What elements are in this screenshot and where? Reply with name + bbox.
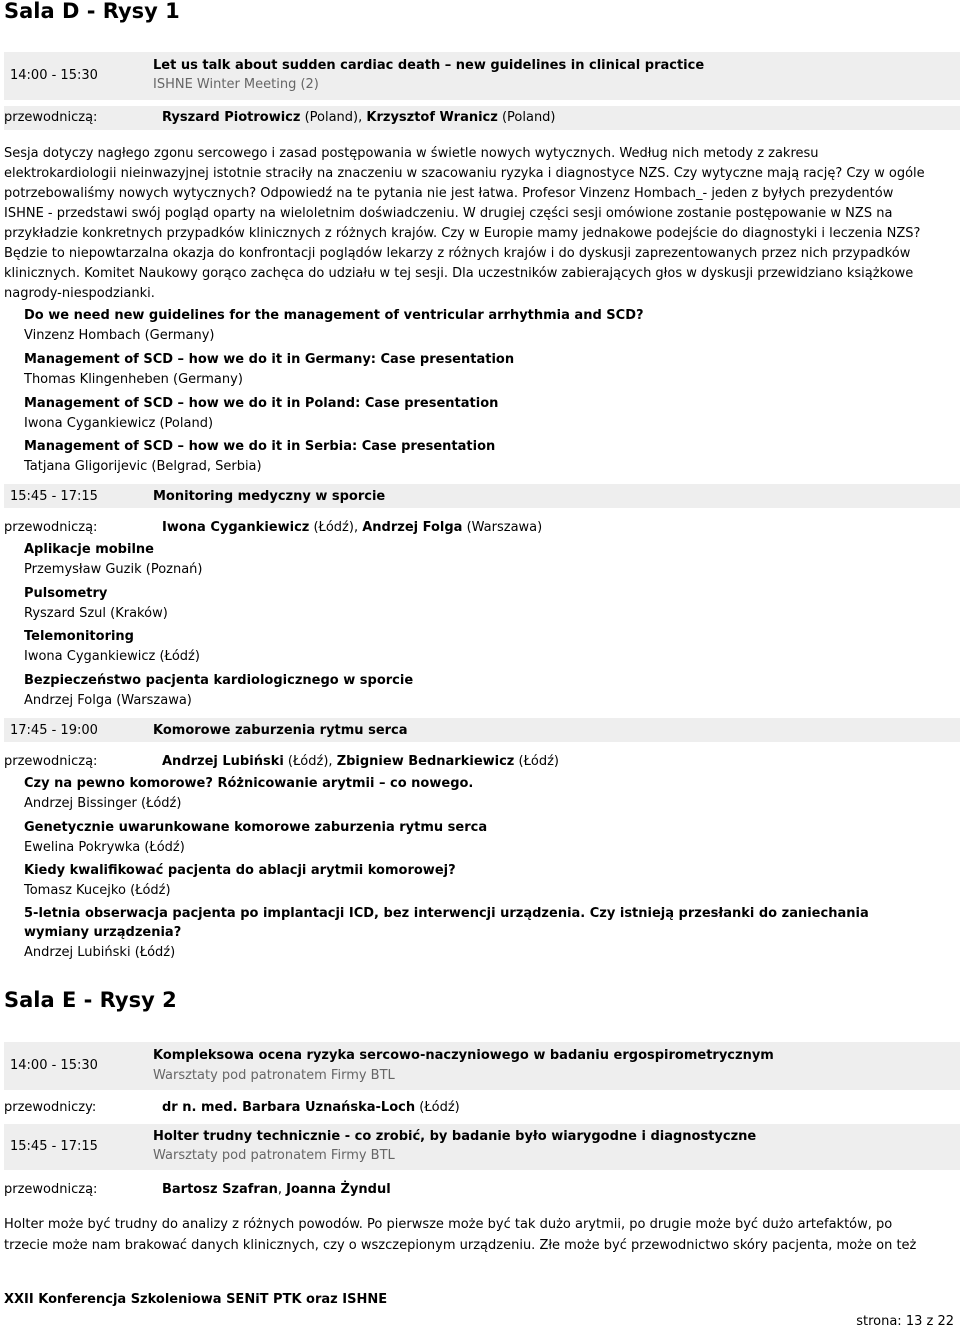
session-subtitle: ISHNE Winter Meeting (2) — [153, 77, 319, 92]
chair-row — [4, 516, 960, 540]
session-title: Holter trudny technicznie - co zrobić, by badanie było wiarygodne i diagnostyczne — [153, 1129, 757, 1144]
session-description: Sesja dotyczy nagłego zgonu sercowego i zasad postępowania w świetle nowych wytycznych. Według nich metody z zakresu elektrokardiologii nieinwazyjnej istotnie straciły na znaczeniu w szacowaniu ryzyka i diagnostyce NZS. Czy wytyczne mają rację? Czy w ogóle potrzebowaliśmy nowych wytycznych? Odpowiedź na te pytania nie jest łatwa. Profesor Vinzenz Hombach_- jeden z byłych prezydentów ISHNE - przedstawi swój pogląd oparty na wieloletnim doświadczeniu. W drugiej części sesji omówione zostanie postępowanie w NZS na przykładzie konkretnych przypadków klinicznych z różnych krajów. Czy w Europie mamy jednakowe podejście do diagnostyki i leczenia NZS? Będzie to niepowtarzalna okazja do konfrontacji poglądów lekarzy z różnych krajów i do dyskusji zaprezentowanych przez nich przypadków klinicznych. Komitet Naukowy gorąco zachęca do udziału w tej sesji. Dla uczestników zabierających głos w dyskusji przewidziano książkowe nagrody-niespodzianki. — [4, 146, 925, 301]
talk-item: Kiedy kwalifikować pacjenta do ablacji arytmii komorowej? Tomasz Kucejko (Łódź) — [24, 863, 456, 898]
chair-label: przewodniczy: — [4, 1100, 97, 1115]
room-title-sala-e: Sala E - Rysy 2 — [4, 988, 177, 1012]
session-header — [4, 1042, 960, 1090]
talk-item: 5-letnia obserwacja pacjenta po implantacji ICD, bez interwencji urządzenia. Czy istnieją przesłanki do zaniechania wymiany urządzenia? Andrzej Lubiński (Łódź) — [24, 906, 869, 960]
session-time: 14:00 - 15:30 — [10, 1058, 98, 1073]
talk-item: Czy na pewno komorowe? Różnicowanie arytmii – co nowego. Andrzej Bissinger (Łódź) — [24, 776, 474, 811]
session-subtitle: Warsztaty pod patronatem Firmy BTL — [153, 1068, 395, 1083]
chair-row — [4, 1178, 960, 1202]
talk-item: Management of SCD – how we do it in Germany: Case presentation Thomas Klingenheben (Germany) — [24, 352, 515, 387]
chair-names: Andrzej Lubiński (Łódź), Zbigniew Bednarkiewicz (Łódź) — [162, 754, 559, 769]
chair-names: Bartosz Szafran, Joanna Żyndul — [162, 1182, 391, 1197]
talk-item: Pulsometry Ryszard Szul (Kraków) — [24, 586, 168, 621]
session-time: 15:45 - 17:15 — [10, 1139, 98, 1154]
talk-item: Management of SCD – how we do it in Poland: Case presentation Iwona Cygankiewicz (Poland) — [24, 396, 499, 431]
session-header — [4, 52, 960, 100]
session-description: Holter może być trudny do analizy z różnych powodów. Po pierwsze może być tak dużo arytmii, po drugie może być dużo artefaktów, po trzecie może nam brakować danych klinicznych, czy o wszczepionym urządzeniu. Złe może być przewodnictwo skóry pacjenta, może on też — [4, 1217, 917, 1253]
chair-label: przewodniczą: — [4, 520, 98, 535]
chair-row — [4, 1096, 960, 1120]
talk-item: Bezpieczeństwo pacjenta kardiologicznego w sporcie Andrzej Folga (Warszawa) — [24, 673, 414, 708]
chair-names: Iwona Cygankiewicz (Łódź), Andrzej Folga (Warszawa) — [162, 520, 543, 535]
talk-item: Telemonitoring Iwona Cygankiewicz (Łódź) — [24, 629, 200, 664]
session-header — [4, 1124, 960, 1170]
footer-conference: XXII Konferencja Szkoleniowa SENiT PTK oraz ISHNE — [4, 1292, 388, 1307]
session-time: 15:45 - 17:15 — [10, 489, 98, 504]
session-title: Monitoring medyczny w sporcie — [153, 489, 386, 504]
chair-names: dr n. med. Barbara Uznańska-Loch (Łódź) — [162, 1100, 460, 1115]
talk-item: Genetycznie uwarunkowane komorowe zaburzenia rytmu serca Ewelina Pokrywka (Łódź) — [24, 820, 488, 855]
session-time: 14:00 - 15:30 — [10, 68, 98, 83]
talk-item: Do we need new guidelines for the management of ventricular arrhythmia and SCD? Vinzenz Hombach (Germany) — [24, 308, 644, 343]
footer-page-number: strona: 13 z 22 — [856, 1314, 954, 1329]
chair-label: przewodniczą: — [4, 1182, 98, 1197]
session-title: Let us talk about sudden cardiac death – new guidelines in clinical practice — [153, 58, 705, 73]
session-header — [4, 484, 960, 508]
chair-label: przewodniczą: — [4, 754, 98, 769]
talk-item: Management of SCD – how we do it in Serbia: Case presentation Tatjana Gligorijevic (Belgrad, Serbia) — [24, 439, 496, 474]
chair-names: Ryszard Piotrowicz (Poland), Krzysztof Wranicz (Poland) — [162, 110, 556, 125]
session-title: Komorowe zaburzenia rytmu serca — [153, 723, 408, 738]
chair-label: przewodniczą: — [4, 110, 98, 125]
talk-item: Aplikacje mobilne Przemysław Guzik (Poznań) — [24, 542, 203, 577]
room-title-sala-d: Sala D - Rysy 1 — [4, 0, 180, 23]
session-title: Kompleksowa ocena ryzyka sercowo-naczyniowego w badaniu ergospirometrycznym — [153, 1048, 774, 1063]
chair-row — [4, 750, 960, 774]
session-header — [4, 718, 960, 742]
session-time: 17:45 - 19:00 — [10, 723, 98, 738]
chair-row — [4, 106, 960, 130]
session-subtitle: Warsztaty pod patronatem Firmy BTL — [153, 1148, 395, 1163]
